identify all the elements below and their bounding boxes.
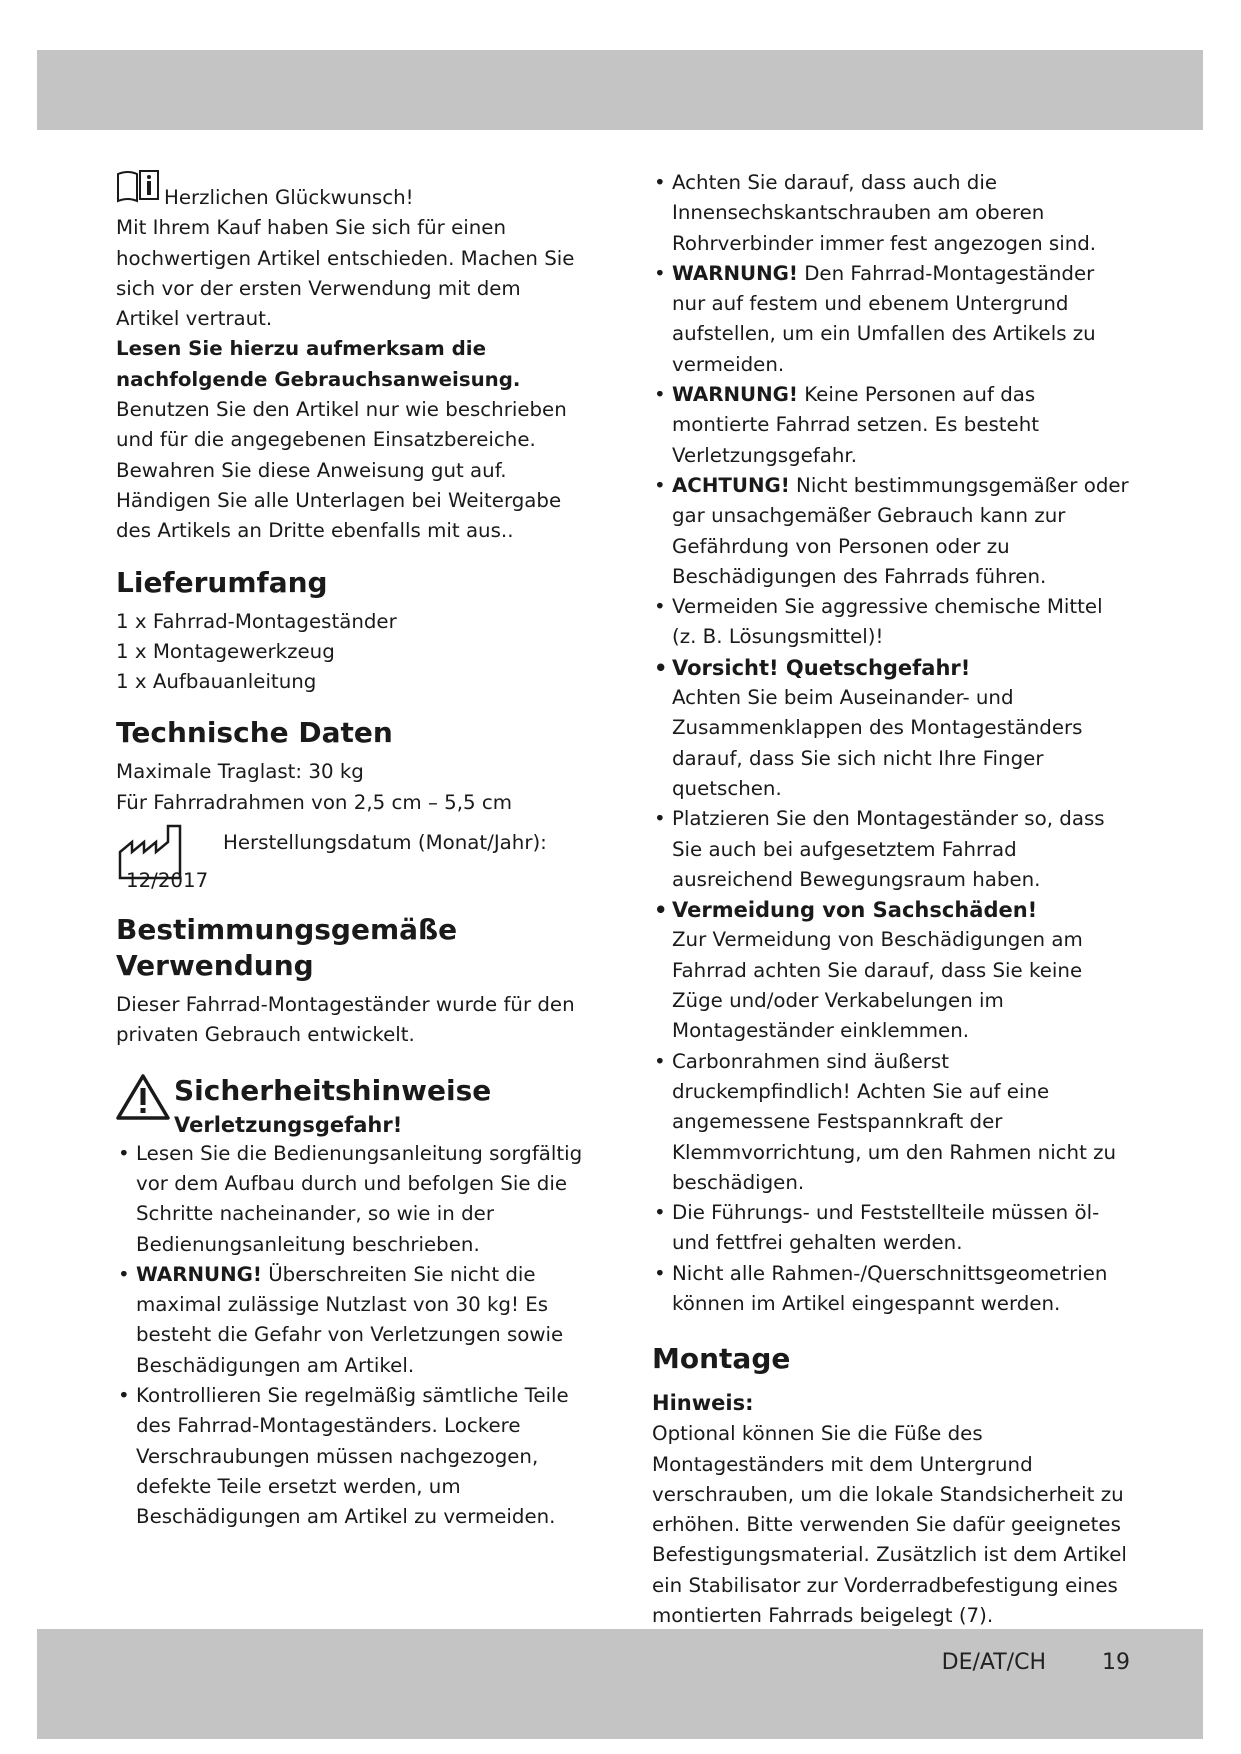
bestimmung-heading: Bestimmungsgemäße Verwendung <box>116 913 458 983</box>
footer-region: DE/AT/CH <box>941 1650 1046 1675</box>
warning-label: WARNUNG! <box>672 261 798 285</box>
lieferumfang-item: 1 x Montagewerkzeug <box>116 639 335 663</box>
right-column <box>652 168 1132 1631</box>
safety-bullet-r7: • Platzieren Sie den Montageständer so, dass Sie auch bei aufgesetztem Fahrrad ausreichend Bewegungsraum haben. <box>652 804 1132 895</box>
safety-bullet-2 <box>116 1260 586 1381</box>
pinch-warning-heading: • Vorsicht! Quetschgefahr! <box>652 653 1132 683</box>
caution-label: ACHTUNG! <box>672 473 790 497</box>
safety-bullet-2-text: Überschreiten Sie nicht die maximal zulässige Nutzlast von 30 kg! Es besteht die Gefahr von Verletzungen sowie Beschädigungen am Artikel. <box>136 1262 564 1377</box>
intro-paragraph-1: Mit Ihrem Kauf haben Sie sich für einen hochwertigen Artikel entschieden. Machen Sie sich vor der ersten Verwendung mit dem Artikel vertraut. <box>116 216 575 331</box>
safety-bullet-r2-text: Den Fahrrad-Montageständer nur auf festem und ebenem Untergrund aufstellen, um ein Umfallen des Artikels zu vermeiden. <box>672 261 1096 376</box>
manufacture-date-label: Herstellungsdatum (Monat/Jahr): <box>223 831 547 855</box>
safety-bullet-r3 <box>652 380 1132 471</box>
pinch-warning-text: Achten Sie beim Auseinander- und Zusammenklappen des Montageständers darauf, dass Sie sich nicht Ihre Finger quetschen. <box>672 686 1083 800</box>
safety-bullet-1: • Lesen Sie die Bedienungsanleitung sorgfältig vor dem Aufbau durch und befolgen Sie die Schritte nacheinander, so wie in der Bedienungsanleitung beschrieben. <box>116 1139 586 1260</box>
intro-bold-paragraph: Lesen Sie hierzu aufmerksam die nachfolgende Gebrauchsanweisung. <box>116 337 521 391</box>
damage-warning-heading: • Vermeidung von Sachschäden! <box>652 895 1132 925</box>
manufacture-date-row <box>116 822 586 894</box>
footer-band <box>37 1629 1203 1739</box>
safety-bullet-r9: • Carbonrahmen sind äußerst druckempfindlich! Achten Sie auf eine angemessene Festspannkraft der Klemmvorrichtung, um den Rahmen nicht zu beschädigen. <box>652 1047 1132 1198</box>
montage-heading: Montage <box>652 1342 791 1376</box>
lieferumfang-item: 1 x Aufbauanleitung <box>116 670 317 694</box>
warning-triangle-icon <box>116 1073 170 1130</box>
safety-bullet-r4 <box>652 471 1132 592</box>
safety-heading-block <box>116 1073 586 1139</box>
safety-heading: Sicherheitshinweise <box>174 1073 492 1107</box>
lieferumfang-heading: Lieferumfang <box>116 565 328 599</box>
manufacture-date-value: 12/2017 <box>126 869 209 893</box>
safety-bullet-r2 <box>652 259 1132 380</box>
damage-warning-text: Zur Vermeidung von Beschädigungen am Fahrrad achten Sie darauf, dass Sie keine Züge und/oder Verkabelungen im Montageständer einklemmen. <box>672 928 1083 1043</box>
safety-bullet-r11: • Nicht alle Rahmen-/Querschnittsgeometrien können im Artikel eingespannt werden. <box>652 1259 1132 1320</box>
header-band <box>37 50 1203 130</box>
safety-subheading: Verletzungsgefahr! <box>174 1112 403 1137</box>
warning-label: WARNUNG! <box>672 383 798 407</box>
lieferumfang-item: 1 x Fahrrad-Montageständer <box>116 609 397 633</box>
technische-daten-heading: Technische Daten <box>116 716 393 750</box>
montage-text: Optional können Sie die Füße des Montageständers mit dem Untergrund verschrauben, um die lokale Standsicherheit zu erhöhen. Bitte verwenden Sie dafür geeignetes Befestigungsmaterial. Zusätzlich ist dem Artikel ein Stabilisator zur Vorderradbefestigung eines montierten Fahrrads beigelegt (7). <box>652 1422 1127 1628</box>
safety-bullet-3: • Kontrollieren Sie regelmäßig sämtliche Teile des Fahrrad-Montageständers. Lockere Verschraubungen müssen nachgezogen, defekte Teile ersetzt werden, um Beschädigungen am Artikel zu vermeiden. <box>116 1381 586 1532</box>
safety-bullet-r5: • Vermeiden Sie aggressive chemische Mittel (z. B. Lösungsmittel)! <box>652 592 1132 653</box>
warning-label: WARNUNG! <box>136 1262 262 1286</box>
safety-bullet-r3-text: Keine Personen auf das montierte Fahrrad setzen. Es besteht Verletzungsgefahr. <box>672 383 1040 467</box>
montage-hinweis: Hinweis: <box>652 1391 754 1416</box>
book-info-icon <box>116 168 160 213</box>
intro-greeting-line <box>116 168 586 213</box>
page-number: 19 <box>1102 1650 1130 1675</box>
intro-paragraph-2: Benutzen Sie den Artikel nur wie beschrieben und für die angegebenen Einsatzbereiche. Bewahren Sie diese Anweisung gut auf. Händigen Sie alle Unterlagen bei Weitergabe des Artikels an Dritte ebenfalls mit aus.. <box>116 398 567 543</box>
safety-bullet-r10: • Die Führungs- und Feststellteile müssen öl- und fettfrei gehalten werden. <box>652 1198 1132 1259</box>
safety-bullet-r4-text: Nicht bestimmungsgemäßer oder gar unsachgemäßer Gebrauch kann zur Gefährdung von Personen oder zu Beschädigungen des Fahrrads führen. <box>672 473 1129 588</box>
tech-rahmen: Für Fahrradrahmen von 2,5 cm – 5,5 cm <box>116 790 513 814</box>
tech-traglast: Maximale Traglast: 30 kg <box>116 760 364 784</box>
left-column <box>116 168 586 1533</box>
safety-bullet-r1: • Achten Sie darauf, dass auch die Innensechskantschrauben am oberen Rohrverbinder immer fest angezogen sind. <box>652 168 1132 259</box>
intro-greeting: Herzlichen Glückwunsch! <box>164 186 414 209</box>
bestimmung-text: Dieser Fahrrad-Montageständer wurde für den privaten Gebrauch entwickelt. <box>116 993 575 1047</box>
